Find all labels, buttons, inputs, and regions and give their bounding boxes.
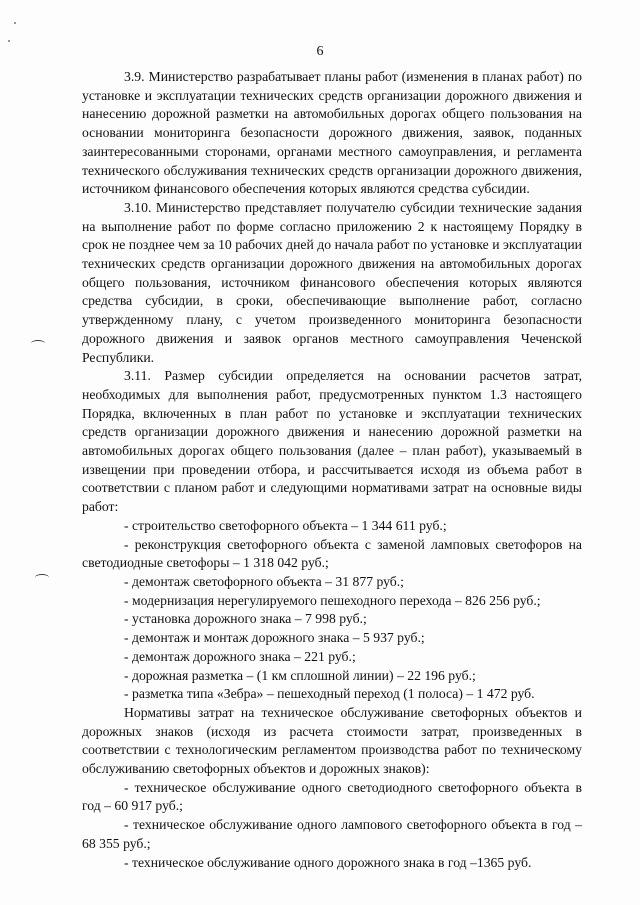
work-cost-item: - демонтаж и монтаж дорожного знака – 5 937 руб.;	[124, 630, 425, 646]
work-cost-item: - демонтаж дорожного знака – 221 руб.;	[124, 648, 356, 664]
margin-scan-mark	[35, 574, 49, 581]
margin-scan-mark	[31, 340, 45, 347]
paragraph-3-10: 3.10. Министерство представляет получателю субсидии технические задания на выполнение работ по форме согласно приложению 2 к настоящему Порядку в срок не позднее чем за 10 рабочих дней до начала работ по установке и эксплуатации технических средств организации дорожного движения на автомобильных дорогах общего пользования, источником финансового обеспечения которых являются средства субсидии, в сроки, обеспечивающие выполнение работ, согласно утвержденному плану, с учетом произведенного мониторинга безопасности дорожного движения и заявок органов местного самоуправления Чеченской Республики.	[82, 199, 582, 365]
maintenance-cost-item: - техническое обслуживание одного дорожного знака в год –1365 руб.	[124, 854, 532, 870]
maintenance-cost-item: - техническое обслуживание одного светодиодного светофорного объекта в год – 60 917 руб.;	[82, 779, 582, 814]
work-cost-item: - реконструкция светофорного объекта с заменой ламповых светофоров на светодиодные светофоры – 1 318 042 руб.;	[82, 536, 582, 571]
work-cost-item: - установка дорожного знака – 7 998 руб.;	[124, 611, 367, 627]
document-body	[82, 68, 582, 872]
scan-speck	[14, 22, 16, 24]
scan-speck	[8, 40, 10, 42]
work-cost-item: - модернизация нерегулируемого пешеходного перехода – 826 256 руб.;	[124, 592, 541, 608]
work-cost-item: - дорожная разметка – (1 км сплошной линии) – 22 196 руб.;	[124, 667, 476, 683]
paragraph-3-11: 3.11. Размер субсидии определяется на основании расчетов затрат, необходимых для выполнения работ, предусмотренных пунктом 1.3 настоящего Порядка, включенных в план работ по установке и эксплуатации технических средств организации дорожного движения и нанесению дорожной разметки на автомобильных дорогах общего пользования (далее – план работ), указываемый в извещении при проведении отбора, и рассчитывается исходя из объема работ в соответствии с планом работ и следующими нормативами затрат на основные виды работ:	[82, 368, 582, 515]
work-cost-item: - разметка типа «Зебра» – пешеходный переход (1 полоса) – 1 472 руб.	[124, 686, 535, 702]
work-cost-item: - строительство светофорного объекта – 1 344 611 руб.;	[124, 517, 447, 533]
work-cost-item: - демонтаж светофорного объекта – 31 877 руб.;	[124, 573, 404, 589]
maintenance-cost-item: - техническое обслуживание одного лампового светофорного объекта в год – 68 355 руб.;	[82, 817, 582, 851]
page-number: 6	[316, 44, 324, 59]
maintenance-norms-paragraph: Нормативы затрат на техническое обслуживание светофорных объектов и дорожных знаков (исходя из расчета стоимости затрат, произведенных в соответствии с технологическим регламентом производства работ по техническому обслуживанию светофорных объектов и дорожных знаков):	[82, 704, 582, 777]
paragraph-3-9: 3.9. Министерство разрабатывает планы работ (изменения в планах работ) по установке и эксплуатации технических средств организации дорожного движения и нанесению дорожной разметки на автомобильных дорогах общего пользования на основании мониторинга безопасности дорожного движения, заявок, поданных заинтересованными сторонами, органами местного самоуправления, и регламента технического обслуживания технических средств организации дорожного движения, источником финансового обеспечения которых являются средства субсидии.	[82, 69, 582, 197]
